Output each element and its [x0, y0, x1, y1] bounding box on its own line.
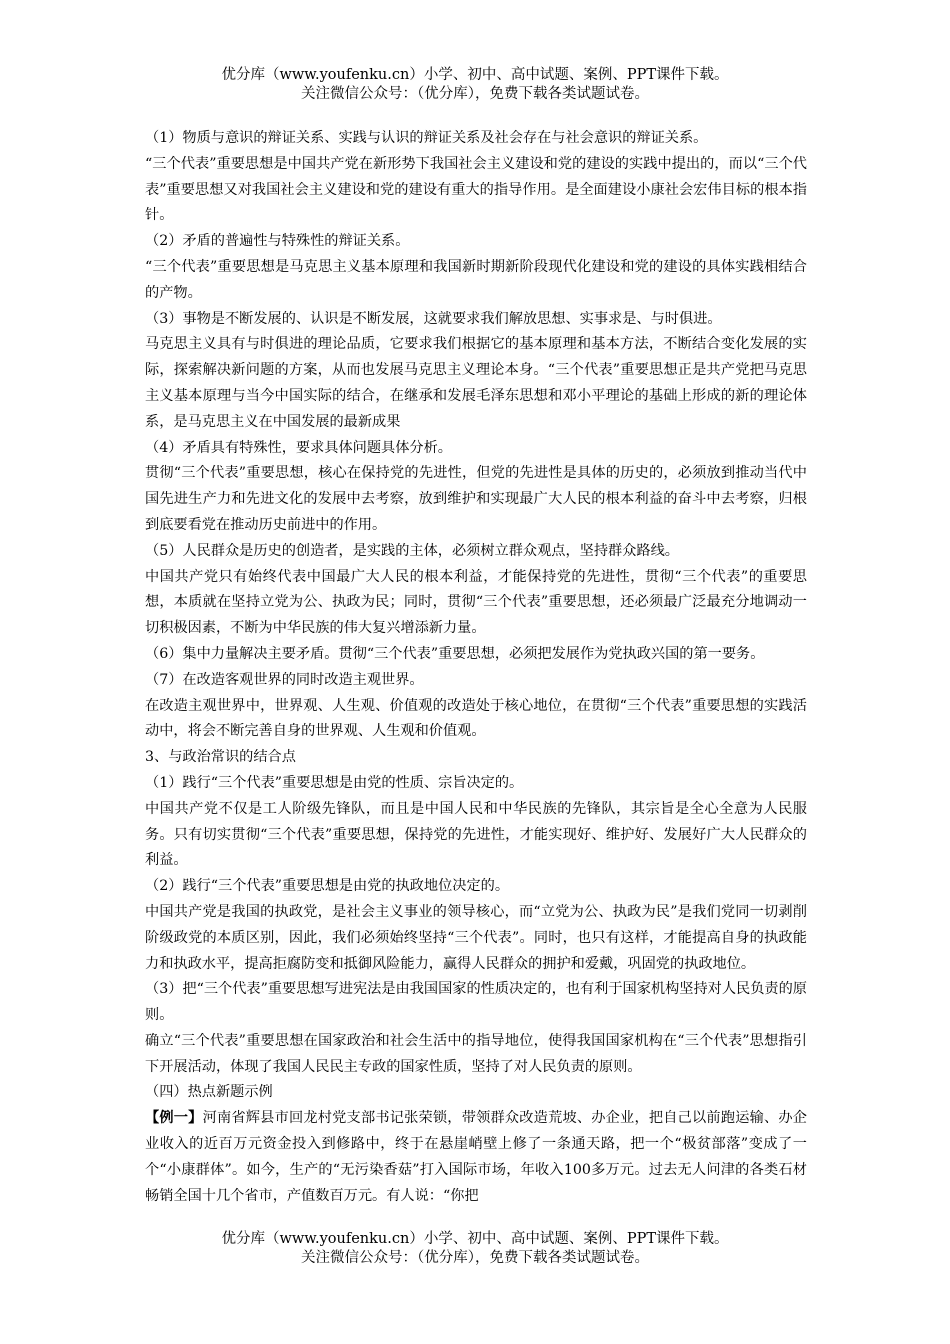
example-paragraph	[145, 1106, 807, 1209]
paragraph: 在改造主观世界中，世界观、人生观、价值观的改造处于核心地位，在贯彻“三个代表”重要思想的实践活动中，将会不断完善自身的世界观、人生观和价值观。	[145, 697, 807, 740]
paragraph: “三个代表”重要思想是中国共产党在新形势下我国社会主义建设和党的建设的实践中提出的，而以“三个代表”重要思想又对我国社会主义建设和党的建设有重大的指导作用。是全面建设小康社会宏伟目标的根本指针。	[145, 155, 807, 224]
section-heading: （四）热点新题示例	[145, 1084, 273, 1101]
header-line-1: 优分库（www.youfenku.cn）小学、初中、高中试题、案例、PPT课件下载。	[221, 67, 729, 83]
paragraph: “三个代表”重要思想是马克思主义基本原理和我国新时期新阶段现代化建设和党的建设的具体实践相结合的产物。	[145, 258, 807, 301]
paragraph: 中国共产党不仅是工人阶级先锋队，而且是中国人民和中华民族的先锋队，其宗旨是全心全意为人民服务。只有切实贯彻“三个代表”重要思想，保持党的先进性，才能实现好、维护好、发展好广大人民群众的利益。	[145, 800, 807, 869]
section-heading: 3、与政治常识的结合点	[145, 749, 296, 766]
document-body	[145, 126, 807, 1209]
paragraph: （5）人民群众是历史的创造者，是实践的主体，必须树立群众观点，坚持群众路线。	[145, 542, 679, 559]
page-header	[0, 66, 950, 104]
footer-line-2: 关注微信公众号：（优分库），免费下载各类试题试卷。	[301, 1250, 649, 1266]
example-label: 【例一】	[145, 1110, 203, 1127]
footer-line-1: 优分库（www.youfenku.cn）小学、初中、高中试题、案例、PPT课件下载。	[221, 1231, 729, 1247]
paragraph: 中国共产党只有始终代表中国最广大人民的根本利益，才能保持党的先进性，贯彻“三个代表”的重要思想，本质就在坚持立党为公、执政为民；同时，贯彻“三个代表”重要思想，还必须最广泛最充分地调动一切积极因素，不断为中华民族的伟大复兴增添新力量。	[145, 568, 807, 637]
paragraph: （6）集中力量解决主要矛盾。贯彻“三个代表”重要思想，必须把发展作为党执政兴国的第一要务。	[145, 645, 765, 662]
paragraph: （2）践行“三个代表”重要思想是由党的执政地位决定的。	[145, 878, 510, 895]
paragraph: （1）践行“三个代表”重要思想是由党的性质、宗旨决定的。	[145, 774, 524, 791]
paragraph: 马克思主义具有与时俱进的理论品质，它要求我们根据它的基本原理和基本方法，不断结合变化发展的实际，探索解决新问题的方案，从而也发展马克思主义理论本身。“三个代表”重要思想正是共产党把马克思主义基本原理与当今中国实际的结合，在继承和发展毛泽东思想和邓小平理论的基础上形成的新的理论体系，是马克思主义在中国发展的最新成果	[145, 336, 807, 430]
paragraph: （3）把“三个代表”重要思想写进宪法是由我国国家的性质决定的，也有利于国家机构坚持对人民负责的原则。	[145, 981, 807, 1024]
paragraph: （2）矛盾的普遍性与特殊性的辩证关系。	[145, 233, 410, 250]
header-line-2: 关注微信公众号：（优分库），免费下载各类试题试卷。	[301, 86, 649, 102]
paragraph: 确立“三个代表”重要思想在国家政治和社会生活中的指导地位，使得我国国家机构在“三个代表”思想指引下开展活动，体现了我国人民民主专政的国家性质，坚持了对人民负责的原则。	[145, 1032, 807, 1075]
paragraph: （7）在改造客观世界的同时改造主观世界。	[145, 671, 424, 688]
paragraph: （4）矛盾具有特殊性，要求具体问题具体分析。	[145, 439, 452, 456]
page-footer	[0, 1230, 950, 1268]
paragraph: 贯彻“三个代表”重要思想，核心在保持党的先进性，但党的先进性是具体的历史的，必须放到推动当代中国先进生产力和先进文化的发展中去考察，放到维护和实现最广大人民的根本利益的奋斗中去考察，归根到底要看党在推动历史前进中的作用。	[145, 465, 807, 533]
paragraph: （3）事物是不断发展的、认识是不断发展，这就要求我们解放思想、实事求是、与时俱进。	[145, 310, 722, 327]
paragraph: 中国共产党是我国的执政党，是社会主义事业的领导核心，而“立党为公、执政为民”是我们党同一切剥削阶级政党的本质区别，因此，我们必须始终坚持“三个代表”。同时，也只有这样，才能提高自身的执政能力和执政水平，提高拒腐防变和抵御风险能力，赢得人民群众的拥护和爱戴，巩固党的执政地位。	[145, 903, 807, 972]
paragraph: （1）物质与意识的辩证关系、实践与认识的辩证关系及社会存在与社会意识的辩证关系。	[145, 130, 708, 146]
example-text: 河南省辉县市回龙村党支部书记张荣锁，带领群众改造荒坡、办企业，把自己以前跑运输、办企业收入的近百万元资金投入到修路中，终于在悬崖峭壁上修了一条通天路，把一个“极贫部落”变成了一个“小康群体”。如今，生产的“无污染香菇”打入国际市场，年收入100多万元。过去无人问津的各类石材畅销全国十几个省市，产值数百万元。有人说：“你把	[145, 1110, 807, 1204]
